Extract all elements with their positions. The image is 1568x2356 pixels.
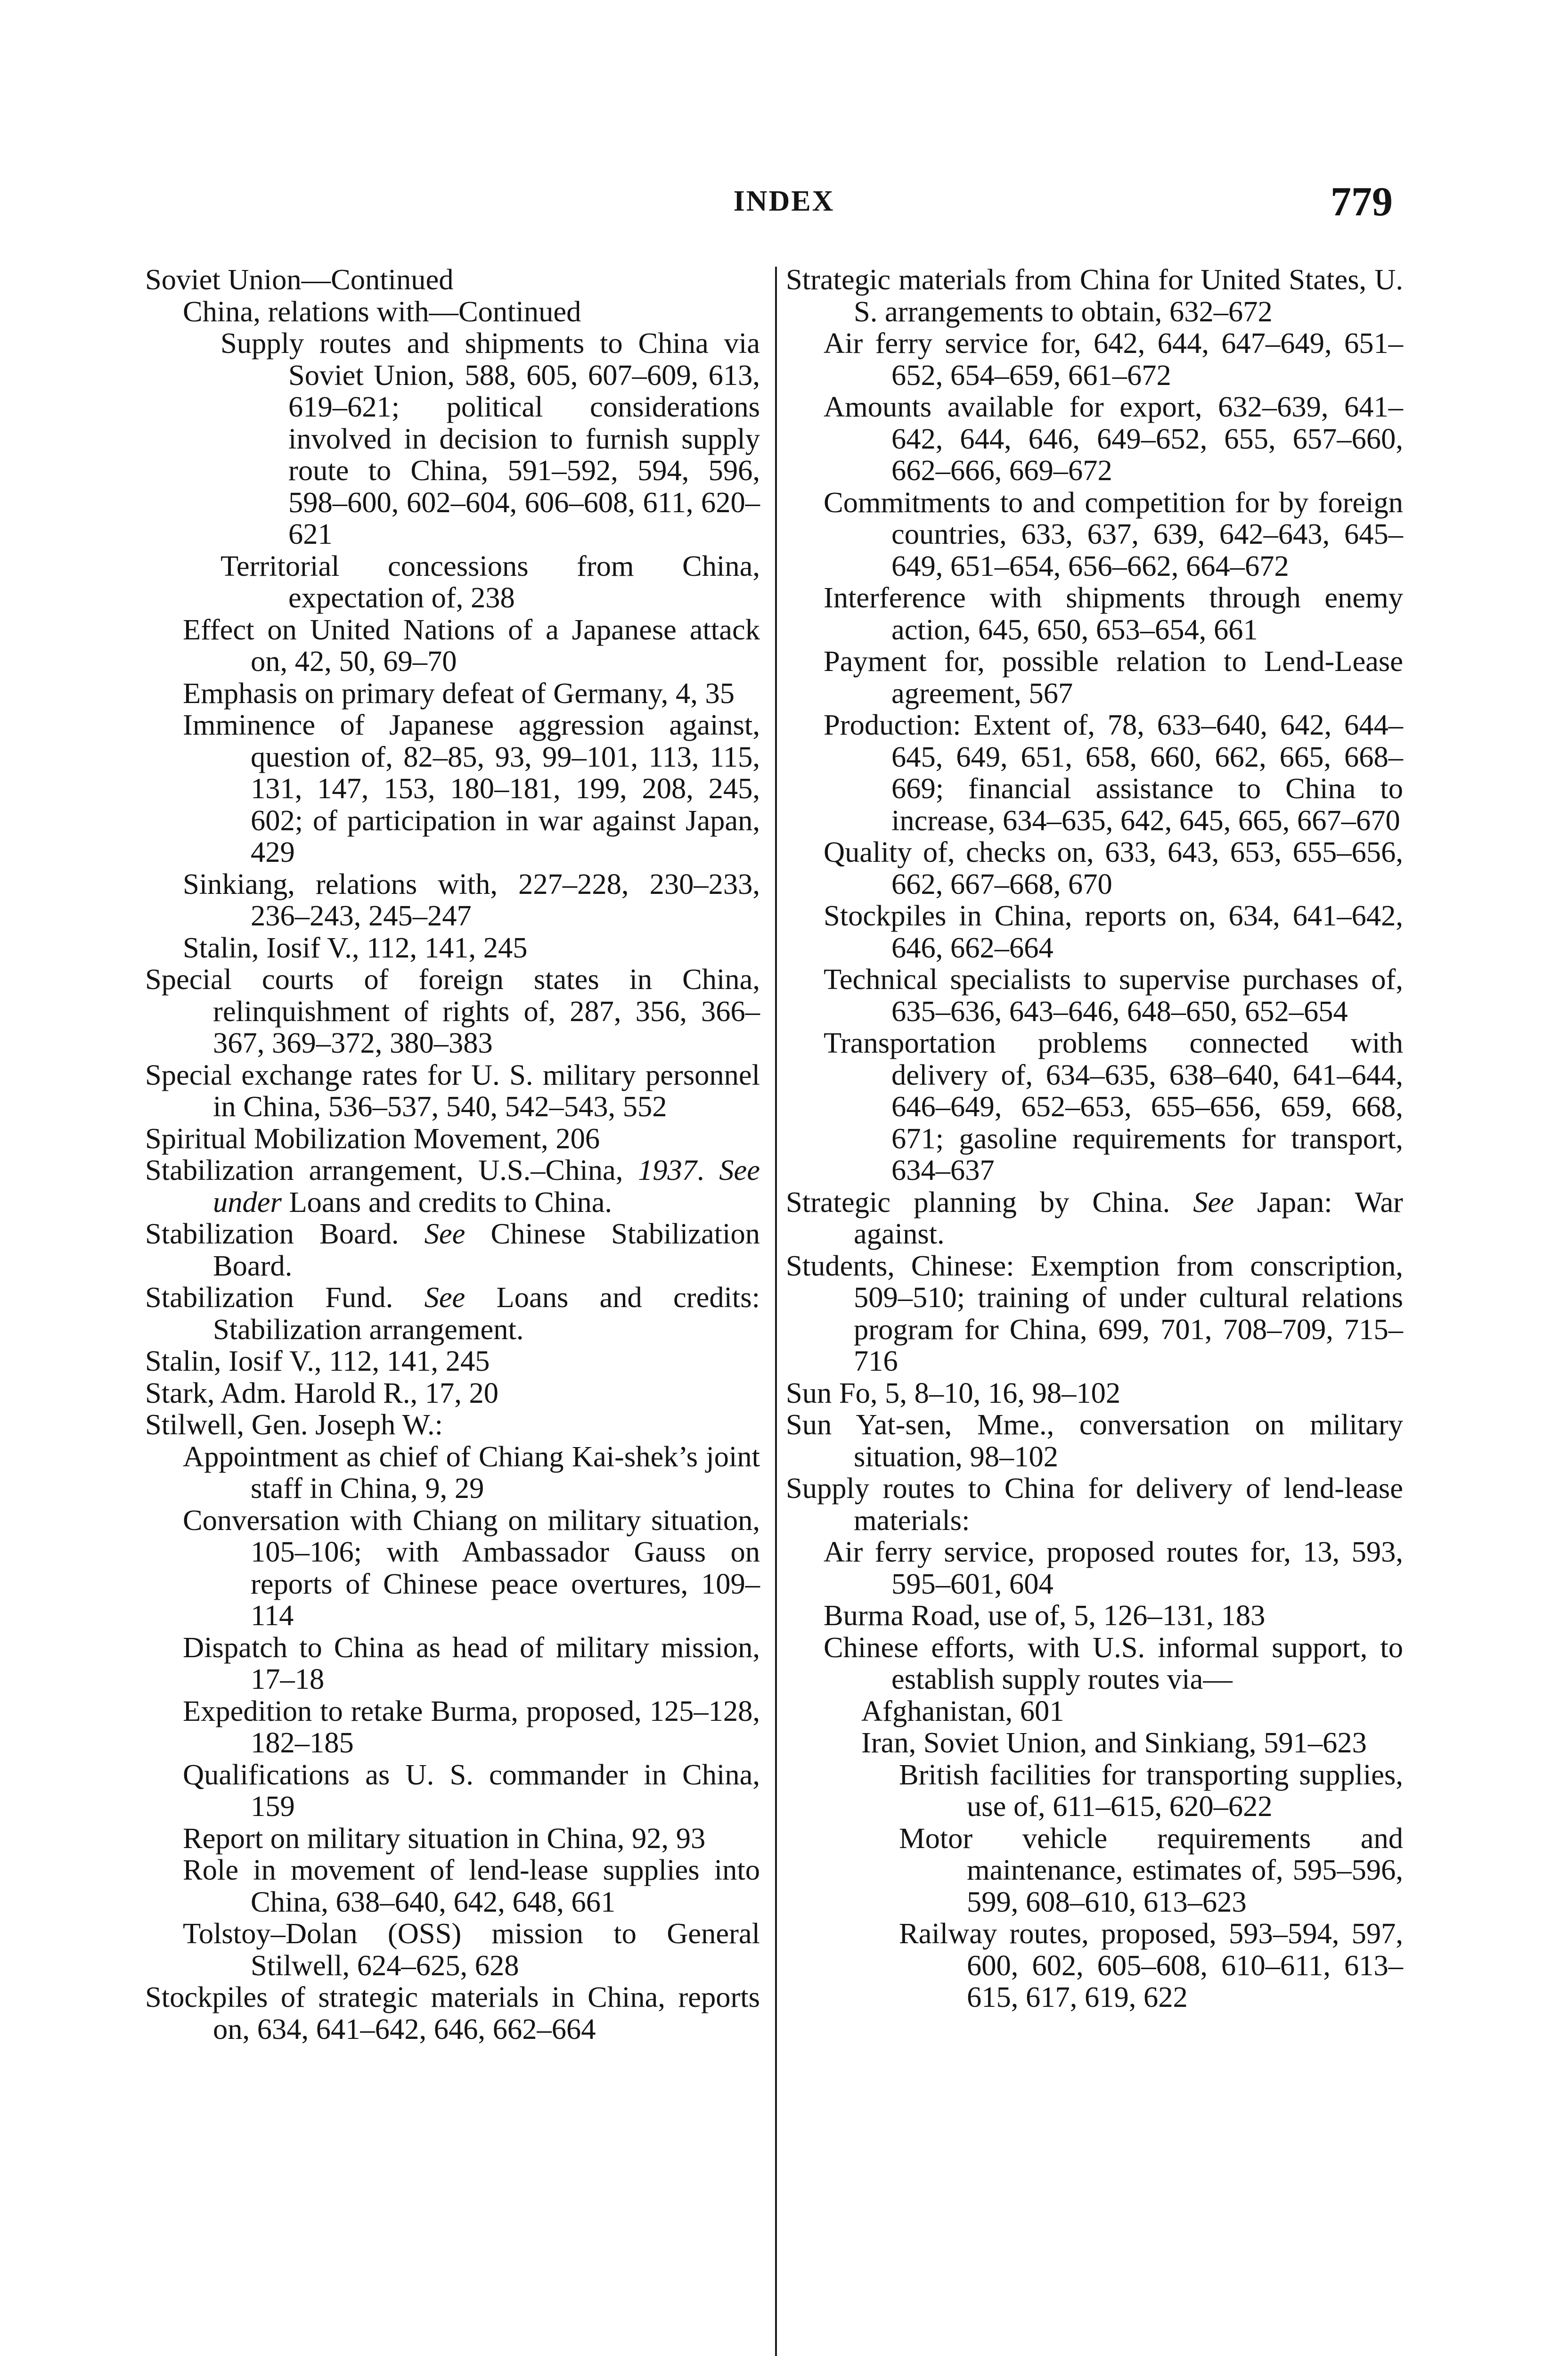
page-header	[0, 0, 1568, 264]
index-entry: China, relations with—Continued	[183, 294, 581, 328]
index-entry: Stockpiles in China, reports on, 634, 641–642, 646, 662–664	[824, 899, 1403, 964]
index-entry: Stilwell, Gen. Joseph W.:	[145, 1408, 443, 1441]
index-entry: Territorial concessions from China, expectation of, 238	[220, 549, 760, 614]
index-entry: Stockpiles of strategic materials in China, reports on, 634, 641–642, 646, 662–664	[145, 1980, 760, 2045]
index-entry: Technical specialists to supervise purchases of, 635–636, 643–646, 648–650, 652–654	[824, 963, 1403, 1028]
index-entry: Quality of, checks on, 633, 643, 653, 655–656, 662, 667–668, 670	[824, 835, 1403, 900]
index-entry: Strategic materials from China for United States, U. S. arrangements to obtain, 632–672	[786, 263, 1403, 328]
index-entry: Strategic planning by China. See Japan: War against.	[786, 1185, 1403, 1250]
index-entry: British facilities for transporting supplies, use of, 611–615, 620–622	[899, 1758, 1403, 1823]
index-entry: Payment for, possible relation to Lend-Lease agreement, 567	[824, 645, 1403, 710]
index-entry: Report on military situation in China, 92, 93	[183, 1821, 706, 1855]
index-entry: Interference with shipments through enemy action, 645, 650, 653–654, 661	[824, 581, 1403, 646]
index-entry: Supply routes and shipments to China via Soviet Union, 588, 605, 607–609, 613, 619–621; political considerations involved in decision to furnish supply route to China, 591–592, 594, 596, 598–600, 602–604, 606–608, 611, 620–621	[220, 327, 760, 550]
index-entry: Stalin, Iosif V., 112, 141, 245	[183, 931, 528, 964]
index-entry: Imminence of Japanese aggression against, question of, 82–85, 93, 99–101, 113, 115, 131, 147, 153, 180–181, 199, 208, 245, 602; of participation in war against Japan, 429	[183, 708, 760, 868]
index-entry: Tolstoy–Dolan (OSS) mission to General Stilwell, 624–625, 628	[183, 1917, 760, 1982]
index-entry: Stabilization arrangement, U.S.–China, 1937. See under Loans and credits to China.	[145, 1153, 760, 1219]
page-number: 779	[1331, 179, 1393, 225]
index-entry: Railway routes, proposed, 593–594, 597, 600, 602, 605–608, 610–611, 613–615, 617, 619, 622	[899, 1917, 1403, 2013]
index-entry: Expedition to retake Burma, proposed, 125–128, 182–185	[183, 1694, 760, 1759]
index-entry: Air ferry service for, 642, 644, 647–649, 651–652, 654–659, 661–672	[824, 327, 1403, 392]
index-entry: Sinkiang, relations with, 227–228, 230–233, 236–243, 245–247	[183, 867, 760, 932]
running-head: INDEX	[733, 185, 835, 217]
index-entry: Production: Extent of, 78, 633–640, 642, 644–645, 649, 651, 658, 660, 662, 665, 668–669; financial assistance to China to increase, 634–635, 642, 645, 665, 667–670	[824, 708, 1403, 837]
index-entry: Chinese efforts, with U.S. informal support, to establish supply routes via—	[824, 1630, 1403, 1695]
index-entry: Appointment as chief of Chiang Kai-shek’s joint staff in China, 9, 29	[183, 1440, 760, 1505]
index-entry: Air ferry service, proposed routes for, 13, 593, 595–601, 604	[824, 1535, 1403, 1600]
index-entry: Sun Yat-sen, Mme., conversation on military situation, 98–102	[786, 1408, 1403, 1473]
index-entry: Stabilization Fund. See Loans and credits: Stabilization arrangement.	[145, 1281, 760, 1346]
index-column-left	[145, 264, 760, 2045]
index-entry: Sun Fo, 5, 8–10, 16, 98–102	[786, 1376, 1121, 1409]
index-entry: Stabilization Board. See Chinese Stabilization Board.	[145, 1217, 760, 1282]
index-entry: Students, Chinese: Exemption from conscription, 509–510; training of under cultural relations program for China, 699, 701, 708–709, 715–716	[786, 1249, 1403, 1377]
column-divider	[775, 267, 777, 2356]
index-entry: Iran, Soviet Union, and Sinkiang, 591–623	[861, 1726, 1367, 1759]
index-entry: Commitments to and competition for by foreign countries, 633, 637, 639, 642–643, 645–649, 651–654, 656–662, 664–672	[824, 485, 1403, 582]
index-entry: Stark, Adm. Harold R., 17, 20	[145, 1376, 498, 1409]
index-entry: Amounts available for export, 632–639, 641–642, 644, 646, 649–652, 655, 657–660, 662–666, 669–672	[824, 390, 1403, 487]
index-entry: Burma Road, use of, 5, 126–131, 183	[824, 1599, 1266, 1632]
index-column-right	[786, 264, 1403, 2013]
index-entry: Stalin, Iosif V., 112, 141, 245	[145, 1344, 490, 1377]
index-entry: Spiritual Mobilization Movement, 206	[145, 1121, 600, 1155]
index-entry: Emphasis on primary defeat of Germany, 4, 35	[183, 676, 735, 710]
index-entry: Supply routes to China for delivery of lend-lease materials:	[786, 1472, 1403, 1537]
index-entry: Role in movement of lend-lease supplies into China, 638–640, 642, 648, 661	[183, 1853, 760, 1918]
index-entry: Effect on United Nations of a Japanese attack on, 42, 50, 69–70	[183, 613, 760, 678]
index-entry: Conversation with Chiang on military situation, 105–106; with Ambassador Gauss on reports of Chinese peace overtures, 109–114	[183, 1503, 760, 1632]
index-entry: Qualifications as U. S. commander in China, 159	[183, 1758, 760, 1823]
index-entry: Afghanistan, 601	[861, 1694, 1064, 1727]
index-entry: Transportation problems connected with delivery of, 634–635, 638–640, 641–644, 646–649, 652–653, 655–656, 659, 668, 671; gasoline requirements for transport, 634–637	[824, 1026, 1403, 1186]
index-entry: Special courts of foreign states in China, relinquishment of rights of, 287, 356, 366–367, 369–372, 380–383	[145, 963, 760, 1059]
index-entry: Special exchange rates for U. S. military personnel in China, 536–537, 540, 542–543, 552	[145, 1058, 760, 1123]
index-entry: Dispatch to China as head of military mission, 17–18	[183, 1630, 760, 1695]
index-entry: Motor vehicle requirements and maintenance, estimates of, 595–596, 599, 608–610, 613–623	[899, 1821, 1403, 1918]
index-entry: Soviet Union—Continued	[145, 263, 454, 296]
